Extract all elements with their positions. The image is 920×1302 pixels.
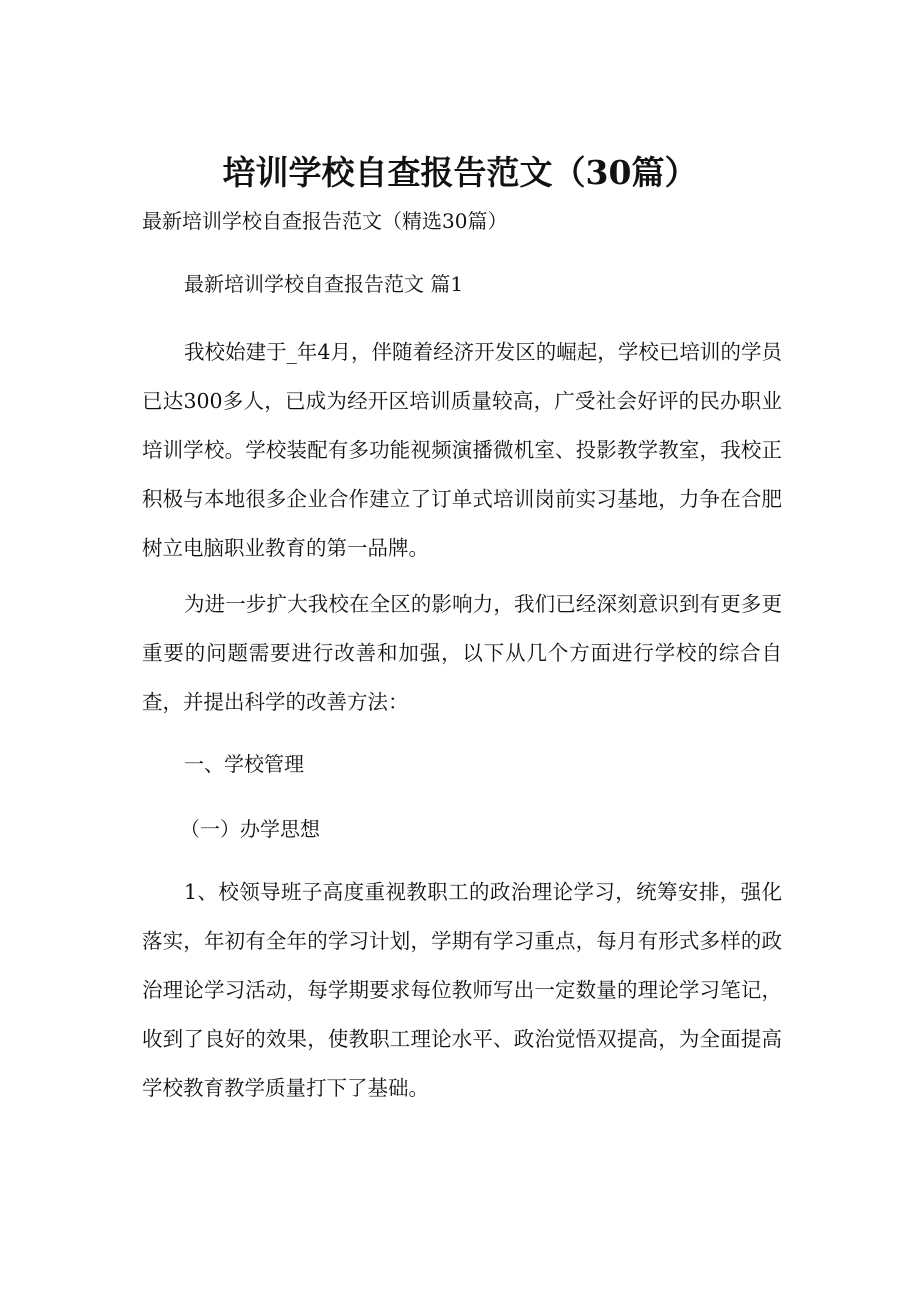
section-heading: 最新培训学校自查报告范文 篇1: [184, 272, 464, 296]
document-title: 培训学校自查报告范文（30篇）: [222, 153, 698, 192]
paragraph-self-check: 为进一步扩大我校在全区的影响力，我们已经深刻意识到有更多更重要的问题需要进行改善和加强，以下从几个方面进行学校的综合自查，并提出科学的改善方法：: [142, 592, 782, 714]
document-subtitle: 最新培训学校自查报告范文（精选30篇）: [142, 209, 508, 233]
paragraph-political-study: 1、校领导班子高度重视教职工的政治理论学习，统筹安排，强化落实，年初有全年的学习计划，学期有学习重点，每月有形式多样的政治理论学习活动，每学期要求每位教师写出一定数量的理论学习笔记，收到了良好的效果，使教职工理论水平、政治觉悟双提高，为全面提高学校教育教学质量打下了基础。: [142, 880, 782, 1100]
paragraph-intro: 我校始建于_年4月，伴随着经济开发区的崛起，学校已培训的学员已达300多人，已成为经开区培训质量较高，广受社会好评的民办职业培训学校。学校装配有多功能视频演播微机室、投影教学教室，我校正积极与本地很多企业合作建立了订单式培训岗前实习基地，力争在合肥树立电脑职业教育的第一品牌。: [142, 340, 782, 560]
heading-school-management: 一、学校管理: [184, 752, 304, 776]
heading-philosophy: （一）办学思想: [180, 817, 320, 841]
